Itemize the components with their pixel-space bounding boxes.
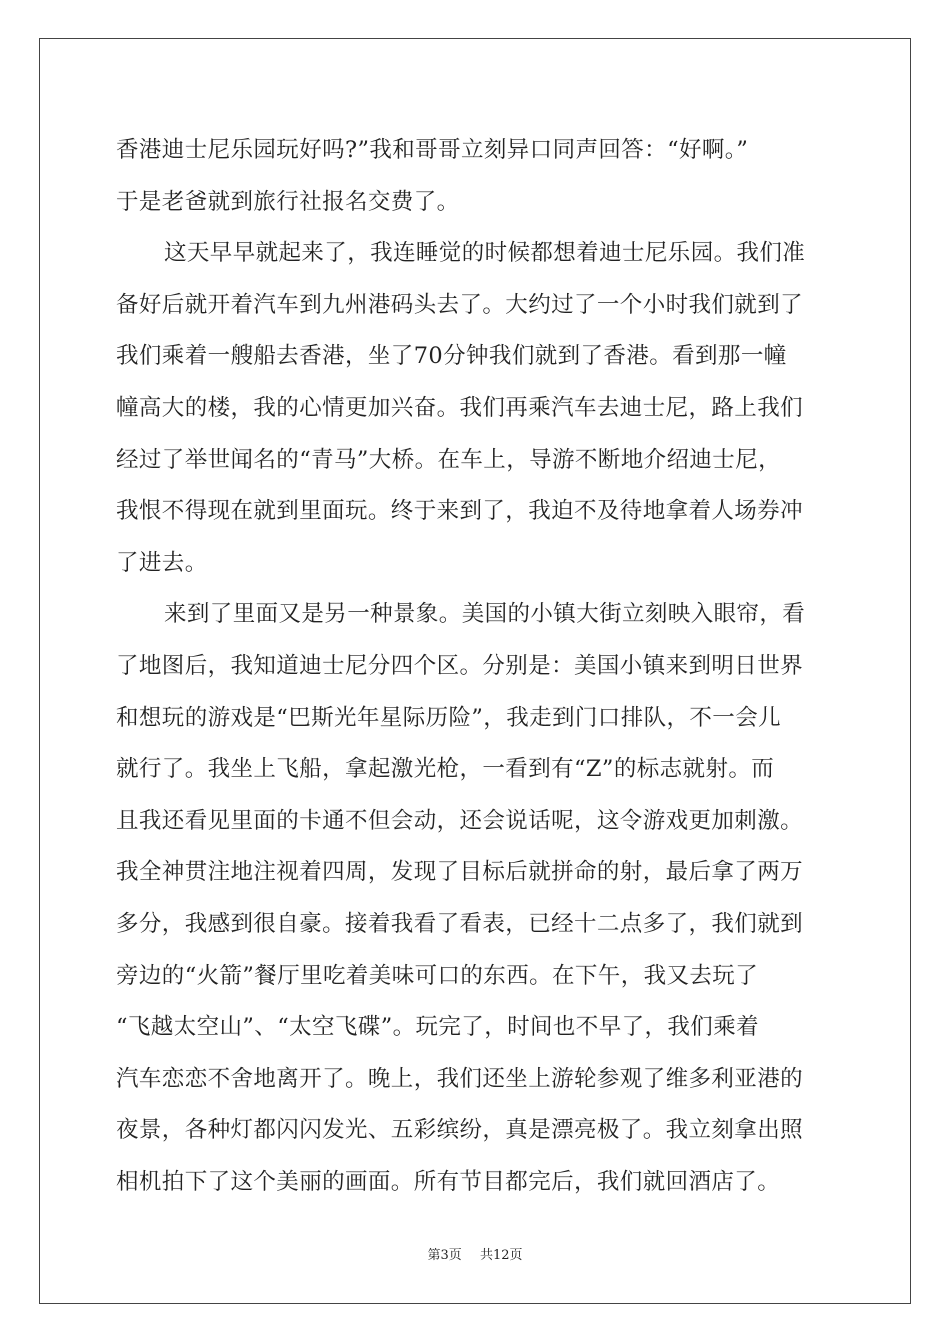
document-body xyxy=(116,125,836,1208)
text-line: 于是老爸就到旅行社报名交费了。 xyxy=(116,188,460,215)
page-footer xyxy=(0,1248,950,1264)
text-line: 相机拍下了这个美丽的画面。所有节目都完后，我们就回酒店了。 xyxy=(116,1168,781,1195)
text-line: 我恨不得现在就到里面玩。终于来到了，我迫不及待地拿着人场券冲 xyxy=(116,498,804,525)
text-line: “飞越太空山”、“太空飞碟”。玩完了，时间也不早了，我们乘着 xyxy=(116,1014,760,1041)
text-line: 旁边的“火箭”餐厅里吃着美味可口的东西。在下午，我又去玩了 xyxy=(116,962,759,989)
text-line: 我们乘着一艘船去香港，坐了70分钟我们就到了香港。看到那一幢 xyxy=(116,343,787,370)
text-line: 备好后就开着汽车到九州港码头去了。大约过了一个小时我们就到了 xyxy=(116,291,804,318)
page-number: 第3页 xyxy=(427,1248,462,1263)
text-line: 汽车恋恋不舍地离开了。晚上，我们还坐上游轮参观了维多利亚港的 xyxy=(116,1065,804,1092)
text-line: 就行了。我坐上飞船，拿起激光枪，一看到有“Z”的标志就射。而 xyxy=(116,756,775,783)
paragraph-start-line: 来到了里面又是另一种景象。美国的小镇大街立刻映入眼帘，看 xyxy=(164,601,806,628)
text-line: 和想玩的游戏是“巴斯光年星际历险”，我走到门口排队，不一会儿 xyxy=(116,704,782,731)
text-line: 香港迪士尼乐园玩好吗?”我和哥哥立刻异口同声回答：“好啊。” xyxy=(116,137,749,163)
paragraph-start-line: 这天早早就起来了，我连睡觉的时候都想着迪士尼乐园。我们准 xyxy=(164,240,806,267)
total-pages: 共12页 xyxy=(479,1248,523,1263)
text-line: 且我还看见里面的卡通不但会动，还会说话呢，这令游戏更加刺激。 xyxy=(116,807,804,834)
text-line: 幢高大的楼，我的心情更加兴奋。我们再乘汽车去迪士尼，路上我们 xyxy=(116,394,804,421)
text-line: 了地图后，我知道迪士尼分四个区。分别是：美国小镇来到明日世界 xyxy=(116,652,804,679)
text-line: 我全神贯注地注视着四周，发现了目标后就拼命的射，最后拿了两万 xyxy=(116,859,804,886)
text-line: 经过了举世闻名的“青马”大桥。在车上，导游不断地介绍迪士尼， xyxy=(116,446,782,473)
text-line: 了进去。 xyxy=(116,549,208,576)
text-line: 夜景，各种灯都闪闪发光、五彩缤纷，真是漂亮极了。我立刻拿出照 xyxy=(116,1117,804,1144)
text-line: 多分，我感到很自豪。接着我看了看表，已经十二点多了，我们就到 xyxy=(116,910,804,937)
